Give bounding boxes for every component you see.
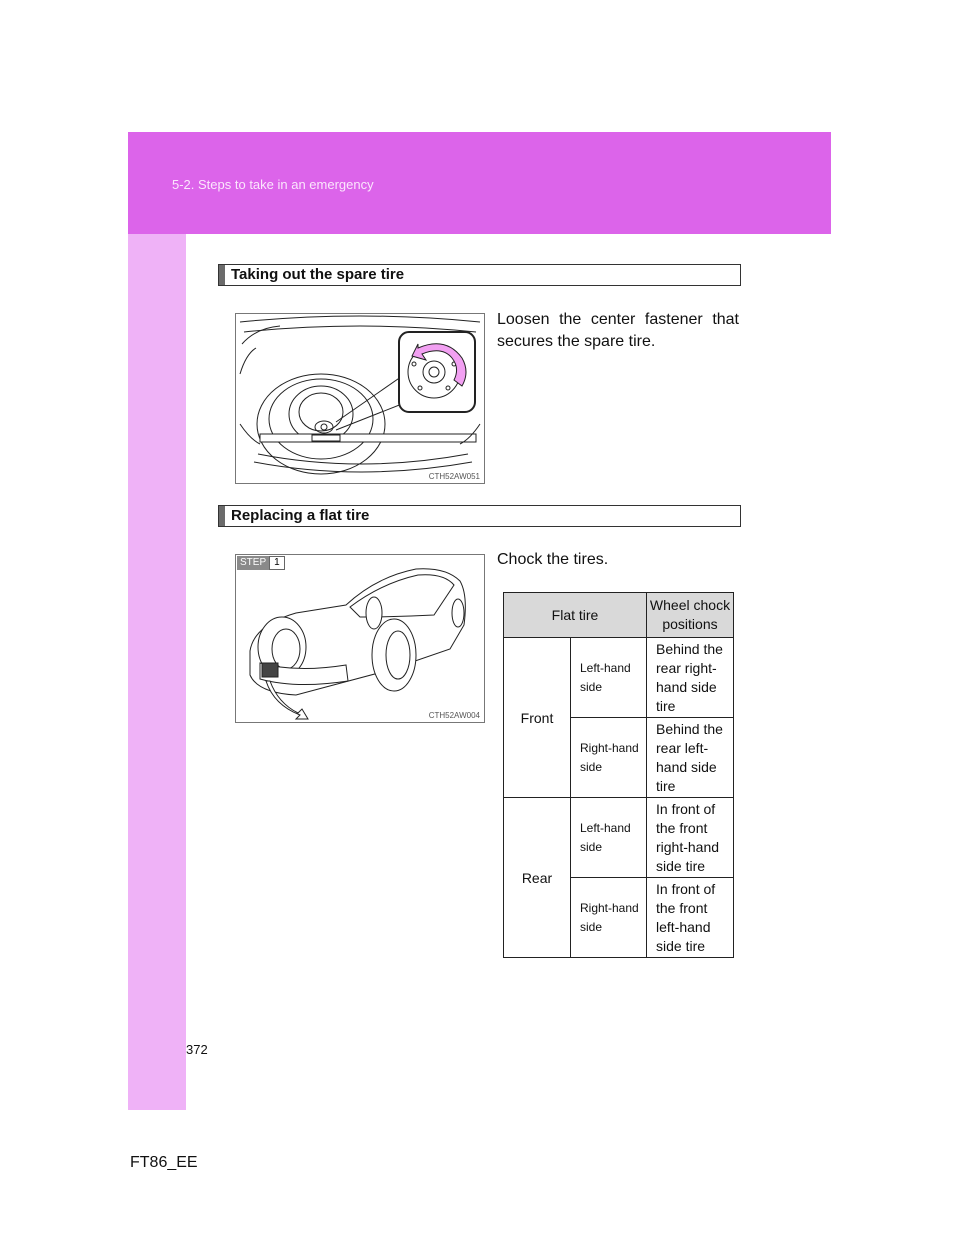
car-chock-illustration [235,554,485,723]
instruction-loosen-fastener: Loosen the center fastener that secures the spare tire. [497,311,739,350]
section-title: Taking out the spare tire [231,266,405,283]
section-heading-flat-tire [218,505,741,527]
section-title: Replacing a flat tire [231,507,370,524]
heading-accent [219,506,225,526]
wheel-chock-table [503,592,734,958]
spare-tire-illustration [235,313,485,484]
side-band [128,234,186,1110]
document-code: FT86_EE [130,1154,198,1171]
tire-side: Right-hand side [571,878,647,958]
running-header: 5-2. Steps to take in an emergency [172,177,374,192]
page-number: 372 [186,1042,208,1057]
tire-side: Right-hand side [571,718,647,798]
table-header-row [504,593,734,638]
chock-position: Behind the rear left-hand side tire [647,718,734,798]
instruction-chock-tires: Chock the tires. [497,551,609,568]
car-drawing [236,555,484,722]
spare-tire-drawing [236,314,484,483]
tire-side: Left-hand side [571,798,647,878]
tire-side: Left-hand side [571,638,647,718]
step-label: STEP [237,556,269,570]
chock-position: In front of the front right-hand side tire [647,798,734,878]
table-row [504,638,734,718]
flat-tire-group: Front [504,638,571,798]
flat-tire-group: Rear [504,798,571,958]
chock-position: Behind the rear right-hand side tire [647,638,734,718]
figure-code: CTH52AW051 [428,472,480,481]
step-badge [237,556,285,570]
section-heading-spare-tire [218,264,741,286]
figure-code: CTH52AW004 [428,711,480,720]
chock-position: In front of the front left-hand side tire [647,878,734,958]
header-wheel-chock-positions: Wheel chock positions [647,593,734,638]
step-number: 1 [269,556,285,570]
table-row [504,798,734,878]
header-flat-tire: Flat tire [504,593,647,638]
heading-accent [219,265,225,285]
